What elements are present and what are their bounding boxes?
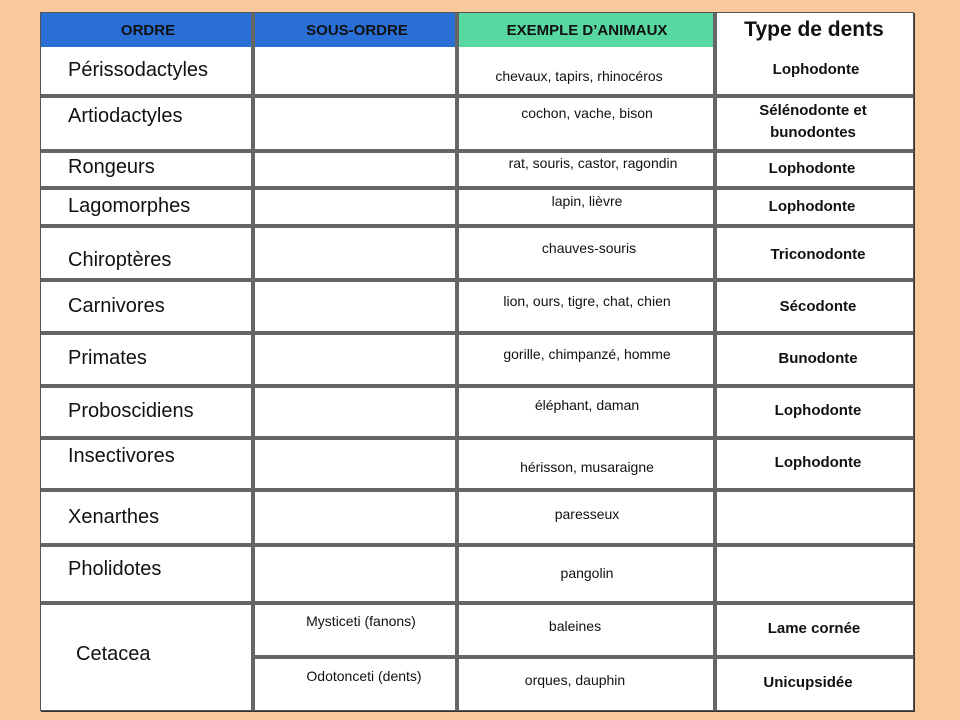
header-exemple-label: EXEMPLE D’ANIMAUX [506, 21, 668, 39]
row-divider [41, 224, 913, 228]
exemple-cell: chauves-souris [541, 240, 637, 256]
header-sous-ordre [255, 13, 459, 47]
row-divider [41, 94, 913, 98]
row-divider [41, 436, 913, 440]
dents-cell: Lophodonte [772, 61, 860, 78]
header-ordre-label: ORDRE [120, 21, 176, 39]
ordre-proboscidiens: Proboscidiens [68, 400, 194, 422]
dents-cell: Lophodonte [774, 402, 862, 419]
exemple-cell: pangolin [560, 565, 614, 581]
ordre-pholidotes: Pholidotes [68, 558, 162, 580]
ordre-perissodactyles: Périssodactyles [68, 59, 209, 81]
dents-cell: Triconodonte [770, 246, 866, 263]
ordre-rongeurs: Rongeurs [68, 156, 155, 178]
ordre-chiropteres: Chiroptères [68, 249, 172, 271]
row-divider [41, 186, 913, 190]
exemple-cell: baleines [548, 618, 602, 634]
header-sous-ordre-label: SOUS-ORDRE [306, 21, 408, 39]
exemple-cell: lapin, lièvre [551, 193, 623, 209]
dents-cell: Lame cornée [767, 620, 861, 637]
ordre-primates: Primates [68, 347, 147, 369]
exemple-cell: paresseux [554, 506, 620, 522]
dents-cell: Lophodonte [768, 160, 856, 177]
exemple-cell: hérisson, musaraigne [520, 459, 654, 475]
row-divider [255, 655, 913, 659]
sous-ordre-odotonceti: Odotonceti (dents) [306, 668, 422, 684]
exemple-cell: éléphant, daman [534, 397, 640, 413]
row-divider [41, 331, 913, 335]
exemple-cell: orques, dauphin [524, 672, 626, 688]
header-dents-label: Type de dents [744, 18, 884, 41]
column-divider [251, 13, 255, 710]
sous-ordre-mysticeti: Mysticeti (fanons) [306, 613, 416, 629]
row-divider [41, 384, 913, 388]
row-divider [41, 488, 913, 492]
exemple-cell: rat, souris, castor, ragondin [508, 155, 678, 171]
header-exemple [459, 13, 715, 47]
dents-cell: Sécodonte [779, 298, 857, 315]
dents-cell: Lophodonte [774, 454, 862, 471]
row-divider [41, 543, 913, 547]
ordre-insectivores: Insectivores [68, 445, 175, 467]
ordre-xenarthes: Xenarthes [68, 506, 160, 528]
row-divider [41, 149, 913, 153]
ordre-cetacea: Cetacea [76, 643, 151, 665]
row-divider [41, 601, 913, 605]
exemple-cell: cochon, vache, bison [521, 105, 653, 121]
ordre-carnivores: Carnivores [68, 295, 165, 317]
exemple-cell: gorille, chimpanzé, homme [503, 346, 671, 362]
row-divider [41, 278, 913, 282]
header-dents [715, 13, 913, 47]
teeth-table [40, 12, 914, 711]
dents-cell: Bunodonte [778, 350, 858, 367]
exemple-cell: lion, ours, tigre, chat, chien [503, 293, 671, 309]
dents-cell: Lophodonte [768, 198, 856, 215]
ordre-lagomorphes: Lagomorphes [68, 195, 191, 217]
dents-cell: Unicupsidée [763, 674, 853, 691]
header-ordre [41, 13, 255, 47]
exemple-cell: chevaux, tapirs, rhinocéros [495, 68, 663, 84]
dents-cell: Sélénodonte et bunodontes [759, 102, 867, 141]
ordre-artiodactyles: Artiodactyles [68, 105, 183, 127]
